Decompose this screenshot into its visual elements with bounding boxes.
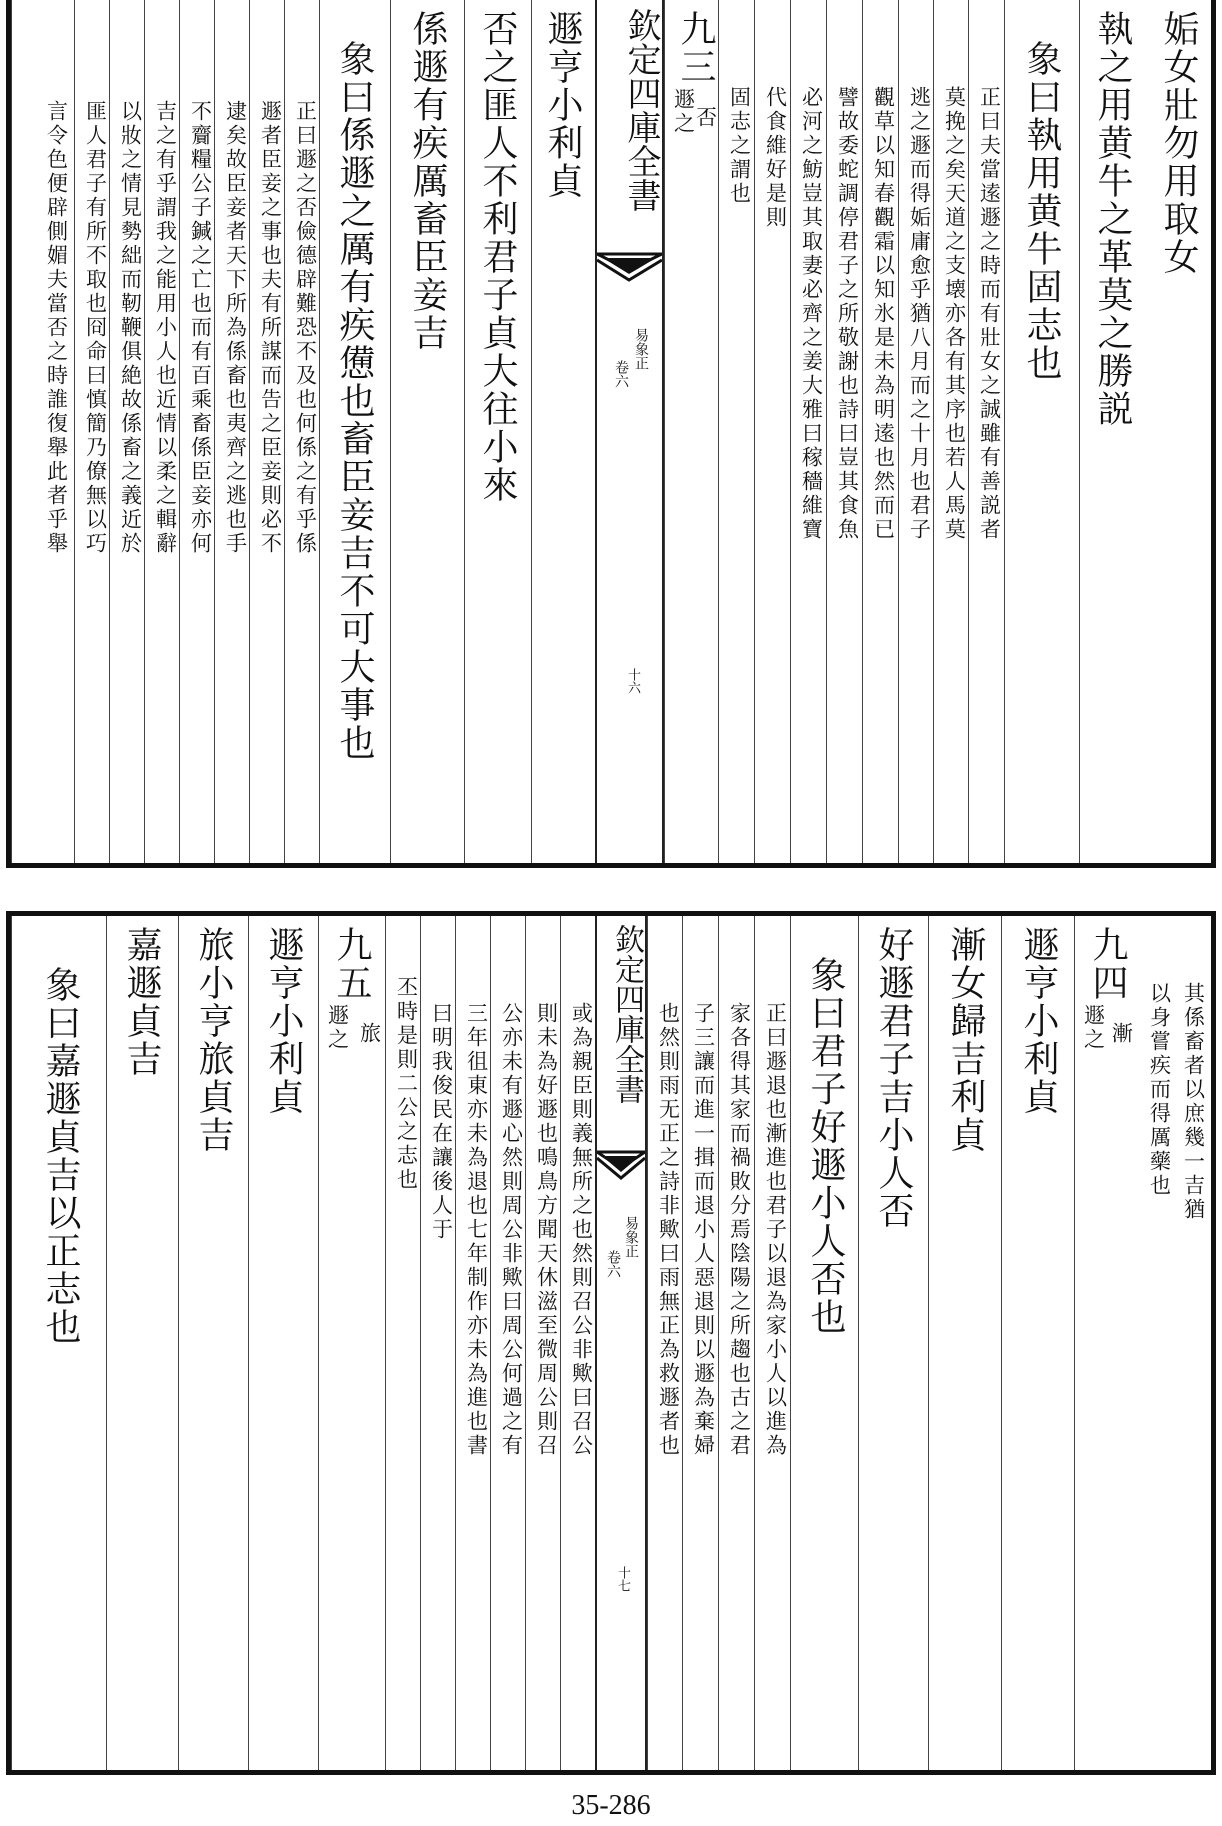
text-column <box>531 0 595 863</box>
main-text: 遯亨小利貞 <box>542 10 583 200</box>
text-column <box>1004 0 1079 863</box>
main-text: 係遯有疾厲畜臣妾吉 <box>407 10 448 352</box>
main-text: 象曰係遯之厲有疾憊也畜臣妾吉不可大事也 <box>334 40 375 762</box>
text-column <box>1074 916 1141 1770</box>
text-column <box>319 0 390 863</box>
small-note: 旅 <box>357 1022 382 1046</box>
commentary-text: 其係畜者以庶幾一吉猶 <box>1181 982 1206 1222</box>
page-number: 35-286 <box>571 1790 651 1821</box>
commentary-text: 子三讓而進一揖而退小人惡退則以遯為棄婦 <box>691 1002 716 1458</box>
text-column <box>862 0 898 863</box>
text-column <box>682 916 718 1770</box>
commentary-text: 丕時是則二公之志也 <box>394 976 419 1192</box>
main-text: 象曰君子好遯小人否也 <box>805 956 846 1336</box>
library-title: 欽定四庫全書 <box>621 8 661 212</box>
text-column <box>1001 916 1074 1770</box>
text-column <box>718 0 754 863</box>
commentary-text: 遯者臣妾之事也夫有所謀而告之臣妾則必不 <box>258 100 283 556</box>
text-column <box>1146 0 1211 863</box>
text-column <box>11 0 74 863</box>
main-text: 好遯君子吉小人否 <box>873 926 914 1230</box>
small-note: 遯之 <box>671 88 696 136</box>
bottom-page-panel <box>6 911 1216 1775</box>
text-column <box>490 916 525 1770</box>
text-column <box>664 0 718 863</box>
leaf-number: 十六 <box>625 668 640 694</box>
text-column <box>790 0 826 863</box>
main-text: 象曰嘉遯貞吉以正志也 <box>40 966 81 1346</box>
center-fold-column <box>595 0 664 863</box>
text-column <box>74 0 109 863</box>
small-note: 遯之 <box>1081 1004 1106 1052</box>
line-heading: 九三 <box>675 10 716 86</box>
commentary-text: 則未為好遯也鳴鳥方聞天休滋至微周公則召 <box>534 1002 559 1458</box>
text-column <box>718 916 754 1770</box>
text-column <box>928 916 1001 1770</box>
center-fold-column <box>595 916 647 1770</box>
commentary-text: 正曰遯之否儉德辟難恐不及也何係之有乎係 <box>293 100 318 556</box>
text-column <box>968 0 1004 863</box>
text-column <box>898 0 933 863</box>
commentary-text: 三年徂東亦未為退也七年制作亦未為進也書 <box>464 1002 489 1458</box>
text-column <box>179 0 214 863</box>
book-title: 易象正 <box>633 328 649 370</box>
volume-label: 卷六 <box>605 1250 621 1278</box>
main-text: 象曰執用黄牛固志也 <box>1021 40 1062 382</box>
main-text: 遯亨小利貞 <box>263 926 304 1116</box>
text-column <box>109 0 144 863</box>
text-column <box>560 916 595 1770</box>
text-column <box>754 0 790 863</box>
text-column <box>858 916 928 1770</box>
commentary-text: 逮矣故臣妾者天下所為係畜也夷齊之逃也手 <box>223 100 248 556</box>
small-note: 漸 <box>1109 1022 1134 1046</box>
commentary-text: 曰明我俊民在讓後人于 <box>429 1002 454 1242</box>
commentary-text: 代食維好是則 <box>763 86 788 230</box>
commentary-text: 也然則雨无正之詩非歟曰雨無正為救遯者也 <box>656 1002 681 1458</box>
book-title: 易象正 <box>623 1216 639 1258</box>
text-column <box>647 916 682 1770</box>
commentary-text: 言令色便辟側媚夫當否之時誰復舉此者乎舉 <box>44 100 69 556</box>
text-column <box>390 0 464 863</box>
commentary-text: 以身嘗疾而得厲藥也 <box>1147 982 1172 1198</box>
text-column <box>178 916 248 1770</box>
commentary-text: 譬故委蛇調停君子之所敬謝也詩曰豈其食魚 <box>835 86 860 542</box>
main-text: 嘉遯貞吉 <box>121 926 162 1078</box>
main-text: 姤女壯勿用取女 <box>1158 10 1199 276</box>
commentary-text: 匪人君子有所不取也冏命曰慎簡乃僚無以巧 <box>83 100 108 556</box>
commentary-text: 莫挽之矣天道之支壊亦各有其序也若人馬莫 <box>942 86 967 542</box>
commentary-text: 觀草以知春觀霜以知氷是未為明逺也然而已 <box>871 86 896 542</box>
text-column <box>1079 0 1146 863</box>
text-column <box>284 0 319 863</box>
fishtail-mark-icon <box>597 1148 645 1202</box>
text-column <box>933 0 968 863</box>
text-column <box>420 916 455 1770</box>
leaf-number: 十七 <box>615 1566 630 1592</box>
main-text: 遯亨小利貞 <box>1018 926 1059 1116</box>
text-column <box>464 0 531 863</box>
main-text: 執之用黄牛之革莫之勝説 <box>1092 10 1133 428</box>
text-column <box>248 916 318 1770</box>
commentary-text: 以妝之情見勢絀而靭鞭俱絶故係畜之義近於 <box>118 100 143 556</box>
line-heading: 九四 <box>1087 926 1128 1002</box>
small-note: 遯之 <box>325 1004 350 1052</box>
text-column <box>826 0 862 863</box>
small-note: 否 <box>693 106 718 130</box>
commentary-text: 或為親臣則義無所之也然則召公非歟曰召公 <box>569 1002 594 1458</box>
text-column <box>249 0 284 863</box>
library-title: 欽定四庫全書 <box>609 924 644 1104</box>
text-column <box>214 0 249 863</box>
text-column <box>525 916 560 1770</box>
top-page-panel <box>6 0 1216 868</box>
commentary-text: 固志之謂也 <box>727 86 752 206</box>
text-column <box>385 916 420 1770</box>
text-column <box>790 916 858 1770</box>
commentary-text: 逃之遯而得姤庸愈乎猶八月而之十月也君子 <box>907 86 932 542</box>
text-column <box>455 916 490 1770</box>
commentary-text: 必河之魴豈其取妻必齊之姜大雅曰稼穡維寶 <box>799 86 824 542</box>
commentary-text: 正曰遯退也漸進也君子以退為家小人以進為 <box>763 1002 788 1458</box>
main-text: 漸女歸吉利貞 <box>945 926 986 1154</box>
text-column <box>318 916 385 1770</box>
text-column <box>11 916 106 1770</box>
commentary-text: 不齎糧公子鍼之亡也而有百乘畜係臣妾亦何 <box>188 100 213 556</box>
commentary-text: 正曰夫當逺遯之時而有壯女之誠雖有善説者 <box>977 86 1002 542</box>
main-text: 否之匪人不利君子貞大往小來 <box>477 10 518 504</box>
commentary-text: 公亦未有遯心然則周公非歟曰周公何過之有 <box>499 1002 524 1458</box>
text-column <box>144 0 179 863</box>
commentary-text: 吉之有乎謂我之能用小人也近情以柔之輯辭 <box>153 100 178 556</box>
main-text: 旅小亨旅貞吉 <box>193 926 234 1154</box>
volume-label: 卷六 <box>613 360 629 388</box>
text-column <box>1141 916 1211 1770</box>
line-heading: 九五 <box>331 926 372 1002</box>
commentary-text: 家各得其家而禍敗分焉陰陽之所趨也古之君 <box>727 1002 752 1458</box>
text-column <box>106 916 178 1770</box>
fishtail-mark-icon <box>597 250 662 304</box>
text-column <box>754 916 790 1770</box>
